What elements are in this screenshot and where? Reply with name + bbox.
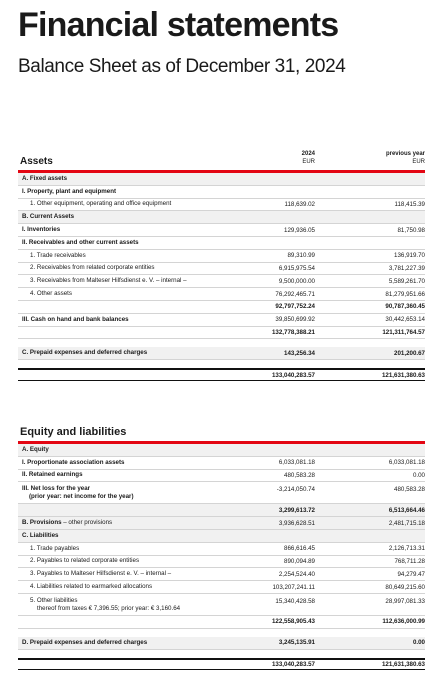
value-previous-year: 2,126,713.31 bbox=[388, 545, 425, 553]
table-row bbox=[18, 517, 425, 530]
table-row bbox=[18, 504, 425, 517]
value-current-year: -3,214,050.74 bbox=[276, 486, 315, 494]
row-label: B. Provisions – other provisions bbox=[22, 519, 113, 527]
table-row bbox=[18, 543, 425, 556]
table-row bbox=[18, 211, 425, 224]
value-current-year: 143,256.34 bbox=[284, 349, 315, 357]
assets-header bbox=[18, 147, 425, 173]
value-previous-year: 6,033,081.18 bbox=[388, 459, 425, 467]
value-previous-year: 81,750.98 bbox=[397, 226, 425, 234]
table-row bbox=[18, 301, 425, 314]
table-row bbox=[18, 347, 425, 360]
table-row bbox=[18, 556, 425, 569]
row-label: A. Fixed assets bbox=[22, 174, 68, 182]
table-row bbox=[18, 327, 425, 340]
value-current-year: 133,040,283.57 bbox=[271, 371, 315, 379]
row-label: 3. Payables to Malteser Hilfsdienst e. V. – internal – bbox=[30, 570, 172, 578]
value-current-year: 6,033,081.18 bbox=[278, 459, 315, 467]
table-row bbox=[18, 568, 425, 581]
table-row bbox=[18, 199, 425, 212]
row-label: II. Retained earnings bbox=[22, 471, 83, 479]
table-row bbox=[18, 470, 425, 483]
equity-header bbox=[18, 424, 425, 444]
row-label: 1. Trade payables bbox=[30, 544, 80, 552]
assets-title: Assets bbox=[20, 156, 53, 167]
row-label: A. Equity bbox=[22, 445, 49, 453]
value-previous-year: 768,711.28 bbox=[394, 557, 425, 565]
value-previous-year: 2,481,715.18 bbox=[388, 519, 425, 527]
table-row bbox=[18, 444, 425, 457]
table-row bbox=[18, 629, 425, 637]
row-label: 2. Receivables from related corporate entities bbox=[30, 264, 155, 272]
equity-title: Equity and liabilities bbox=[20, 426, 127, 438]
row-label: C. Prepaid expenses and deferred charges bbox=[22, 349, 148, 357]
assets-table bbox=[18, 173, 425, 381]
table-row bbox=[18, 658, 425, 671]
value-current-year: 39,850,699.92 bbox=[275, 316, 315, 324]
table-row bbox=[18, 224, 425, 237]
row-label: 1. Other equipment, operating and office equipment bbox=[30, 200, 172, 208]
value-current-year: 118,639.02 bbox=[284, 200, 315, 208]
row-label: 4. Other assets bbox=[30, 290, 72, 298]
value-current-year: 3,936,628.51 bbox=[278, 519, 315, 527]
value-current-year: 3,299,613.72 bbox=[278, 506, 315, 514]
table-row bbox=[18, 186, 425, 199]
row-label: C. Liabilities bbox=[22, 531, 59, 539]
table-row bbox=[18, 457, 425, 470]
value-previous-year: 0.00 bbox=[412, 471, 425, 479]
row-label: I. Property, plant and equipment bbox=[22, 187, 117, 195]
value-previous-year: 30,442,653.14 bbox=[385, 316, 425, 324]
value-current-year: 132,778,388.21 bbox=[271, 328, 315, 336]
value-previous-year: 480,583.28 bbox=[394, 486, 425, 494]
table-row bbox=[18, 360, 425, 368]
value-current-year: 480,583.28 bbox=[284, 471, 315, 479]
value-previous-year: 6,513,664.46 bbox=[388, 506, 425, 514]
table-row bbox=[18, 530, 425, 543]
table-row bbox=[18, 237, 425, 250]
value-current-year: 103,207,241.11 bbox=[272, 583, 315, 591]
value-previous-year: 112,636,000.99 bbox=[382, 618, 425, 626]
table-row bbox=[18, 637, 425, 650]
table-row bbox=[18, 250, 425, 263]
value-previous-year: 3,781,227.39 bbox=[388, 264, 425, 272]
value-current-year: 866,616.45 bbox=[284, 545, 315, 553]
page-title: Financial statements bbox=[18, 6, 339, 44]
value-previous-year: 0.00 bbox=[412, 639, 425, 647]
value-previous-year: 28,997,081.33 bbox=[385, 597, 425, 605]
row-label: II. Receivables and other current assets bbox=[22, 238, 139, 246]
value-previous-year: 201,200.67 bbox=[394, 349, 425, 357]
row-label: 4. Liabilities related to earmarked allocations bbox=[30, 583, 153, 591]
table-row bbox=[18, 275, 425, 288]
value-current-year: 133,040,283.57 bbox=[271, 660, 315, 668]
equity-section bbox=[18, 424, 425, 670]
table-row bbox=[18, 263, 425, 276]
table-row bbox=[18, 594, 425, 616]
table-row bbox=[18, 314, 425, 327]
value-current-year: 9,500,000.00 bbox=[278, 277, 315, 285]
column-header-current: 2024 EUR bbox=[301, 151, 315, 165]
value-previous-year: 90,787,360.45 bbox=[385, 303, 425, 311]
value-current-year: 6,915,975.54 bbox=[278, 264, 315, 272]
value-current-year: 122,558,905.43 bbox=[271, 618, 315, 626]
row-label: III. Net loss for the year (prior year: net income for the year) bbox=[22, 485, 134, 501]
row-label: I. Inventories bbox=[22, 226, 61, 234]
row-label: B. Current Assets bbox=[22, 213, 75, 221]
row-label: 5. Other liabilities thereof from taxes € 7,396.55; prior year: € 3,160.64 bbox=[30, 596, 181, 612]
table-row bbox=[18, 173, 425, 186]
equity-table bbox=[18, 444, 425, 670]
value-current-year: 15,340,428.58 bbox=[275, 597, 315, 605]
value-current-year: 890,094.89 bbox=[284, 557, 315, 565]
column-header-previous: previous year EUR bbox=[385, 151, 425, 165]
table-row bbox=[18, 339, 425, 347]
value-previous-year: 81,279,951.66 bbox=[385, 290, 425, 298]
table-row bbox=[18, 650, 425, 658]
value-current-year: 76,292,465.71 bbox=[275, 290, 315, 298]
value-current-year: 2,254,524.40 bbox=[278, 570, 315, 578]
table-row bbox=[18, 288, 425, 301]
value-previous-year: 94,279.47 bbox=[397, 570, 425, 578]
table-row bbox=[18, 581, 425, 594]
value-previous-year: 118,415.39 bbox=[394, 200, 425, 208]
row-label: III. Cash on hand and bank balances bbox=[22, 315, 129, 323]
value-current-year: 3,245,135.91 bbox=[278, 639, 315, 647]
assets-section bbox=[18, 147, 425, 381]
value-previous-year: 121,631,380.63 bbox=[381, 371, 425, 379]
row-label: 3. Receivables from Malteser Hilfsdienst e. V. – internal – bbox=[30, 277, 187, 285]
table-row bbox=[18, 616, 425, 629]
row-label: 1. Trade receivables bbox=[30, 251, 86, 259]
page-subtitle: Balance Sheet as of December 31, 2024 bbox=[18, 56, 346, 77]
table-row bbox=[18, 482, 425, 504]
value-previous-year: 121,631,380.63 bbox=[381, 660, 425, 668]
value-previous-year: 121,311,764.57 bbox=[382, 328, 425, 336]
value-current-year: 129,936.05 bbox=[284, 226, 315, 234]
value-previous-year: 80,649,215.60 bbox=[385, 583, 425, 591]
value-current-year: 92,797,752.24 bbox=[275, 303, 315, 311]
value-current-year: 89,310.99 bbox=[287, 252, 315, 260]
value-previous-year: 5,589,261.70 bbox=[388, 277, 425, 285]
table-row bbox=[18, 368, 425, 381]
row-label: 2. Payables to related corporate entities bbox=[30, 557, 140, 565]
row-label: D. Prepaid expenses and deferred charges bbox=[22, 638, 148, 646]
value-previous-year: 136,919.70 bbox=[394, 252, 425, 260]
row-label: I. Proportionate association assets bbox=[22, 458, 125, 466]
